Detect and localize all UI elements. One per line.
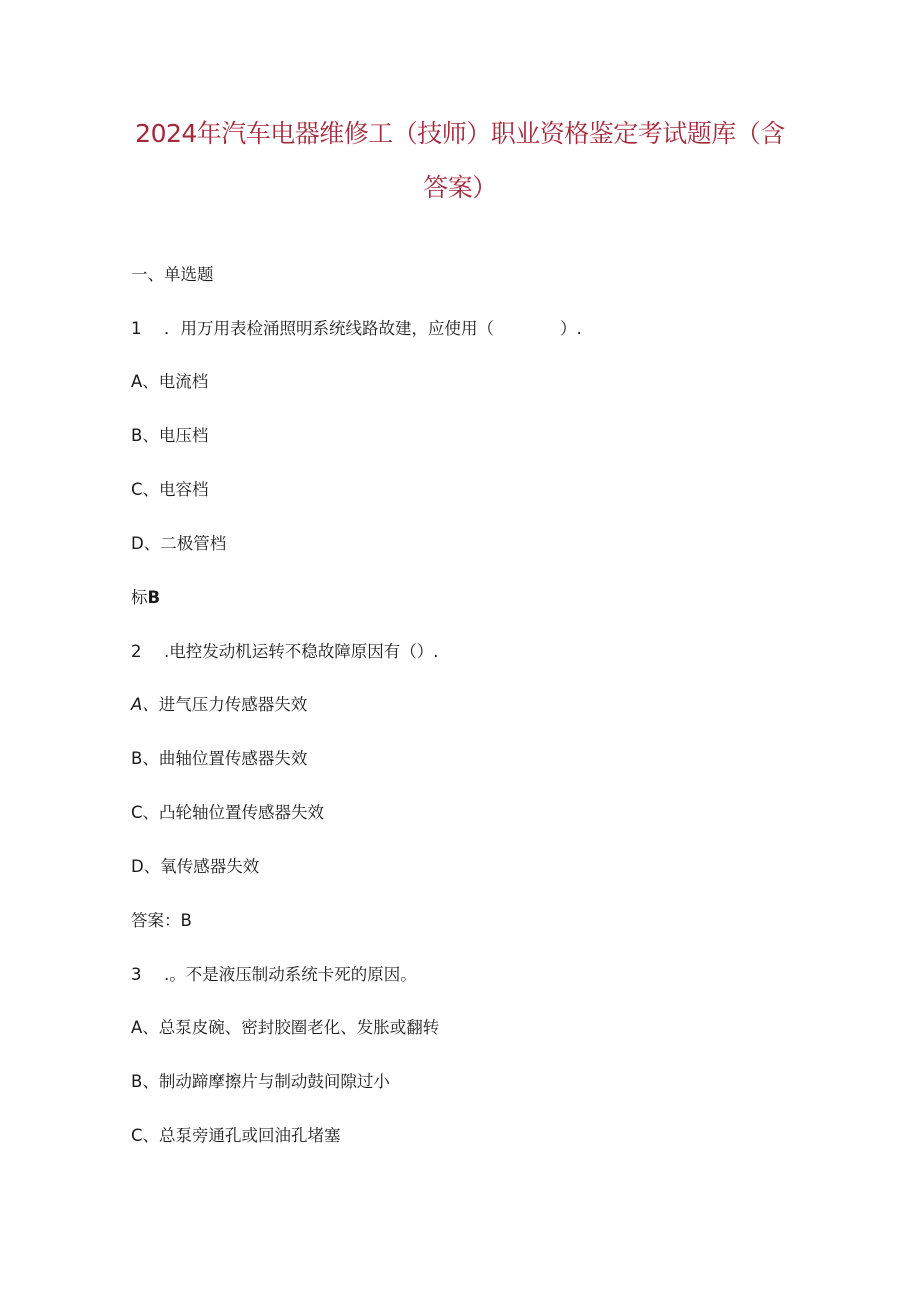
option-label: C、 (131, 480, 160, 499)
option-label: A、 (131, 1018, 159, 1037)
question-2-answer (131, 910, 192, 932)
question-2-option-b (131, 748, 307, 770)
question-number: 2 (131, 642, 142, 661)
question-2-option-c (131, 802, 324, 824)
option-text: 电容档 (159, 480, 209, 499)
question-2-option-d (131, 856, 259, 878)
option-text: 氧传感器失效 (160, 857, 260, 876)
question-text: ．用万用表检涌照明系统线路故建，应使用（ ）. (164, 319, 582, 338)
option-text: 总泵皮碗、密封胶圈老化、发胀或翻转 (158, 1018, 440, 1037)
section-heading: 一、单选题 (131, 265, 214, 284)
question-3-option-b (131, 1071, 390, 1093)
question-1-option-a (131, 371, 208, 393)
option-label: C、 (131, 1126, 160, 1145)
answer-label: 答案： (131, 911, 181, 930)
question-1-option-d (131, 533, 226, 555)
question-1-option-b (131, 425, 208, 447)
question-text: .。不是液压制动系统卡死的原因。 (164, 965, 417, 984)
question-1-answer (131, 587, 160, 609)
option-text: 进气压力传感器失效 (158, 695, 308, 714)
answer-label: 标 (131, 588, 148, 607)
option-text: 电压档 (158, 426, 209, 445)
option-text: 凸轮轴位置传感器失效 (159, 803, 325, 822)
question-3 (131, 964, 417, 986)
question-number: 3 (131, 965, 142, 984)
document-title-line-2: 答案） (423, 173, 497, 202)
option-text: 电流档 (158, 372, 209, 391)
question-2-option-a (131, 694, 307, 716)
question-1-option-c (131, 479, 209, 501)
option-label: B、 (131, 749, 159, 768)
question-3-option-a (131, 1017, 439, 1039)
question-3-option-c (131, 1125, 341, 1147)
question-number: 1 (131, 319, 142, 338)
option-label: A、 (131, 695, 159, 714)
option-text: 制动蹄摩擦片与制动鼓间隙过小 (158, 1072, 390, 1091)
question-2 (131, 641, 439, 663)
answer-value: B (147, 588, 161, 607)
option-label: B、 (131, 1072, 159, 1091)
question-text: .电控发动机运转不稳故障原因有（）. (164, 642, 439, 661)
option-label: A、 (131, 372, 159, 391)
option-label: B、 (131, 426, 159, 445)
option-text: 总泵旁通孔或回油孔堵塞 (159, 1126, 341, 1145)
answer-value: B (180, 911, 192, 930)
option-label: D、 (131, 857, 161, 876)
option-label: D、 (131, 534, 161, 553)
option-text: 二极管档 (160, 534, 227, 553)
option-label: C、 (131, 803, 160, 822)
option-text: 曲轴位置传感器失效 (158, 749, 308, 768)
question-1 (131, 318, 582, 340)
document-title-line-1: 2024年汽车电器维修工（技师）职业资格鉴定考试题库（含 (135, 119, 785, 148)
